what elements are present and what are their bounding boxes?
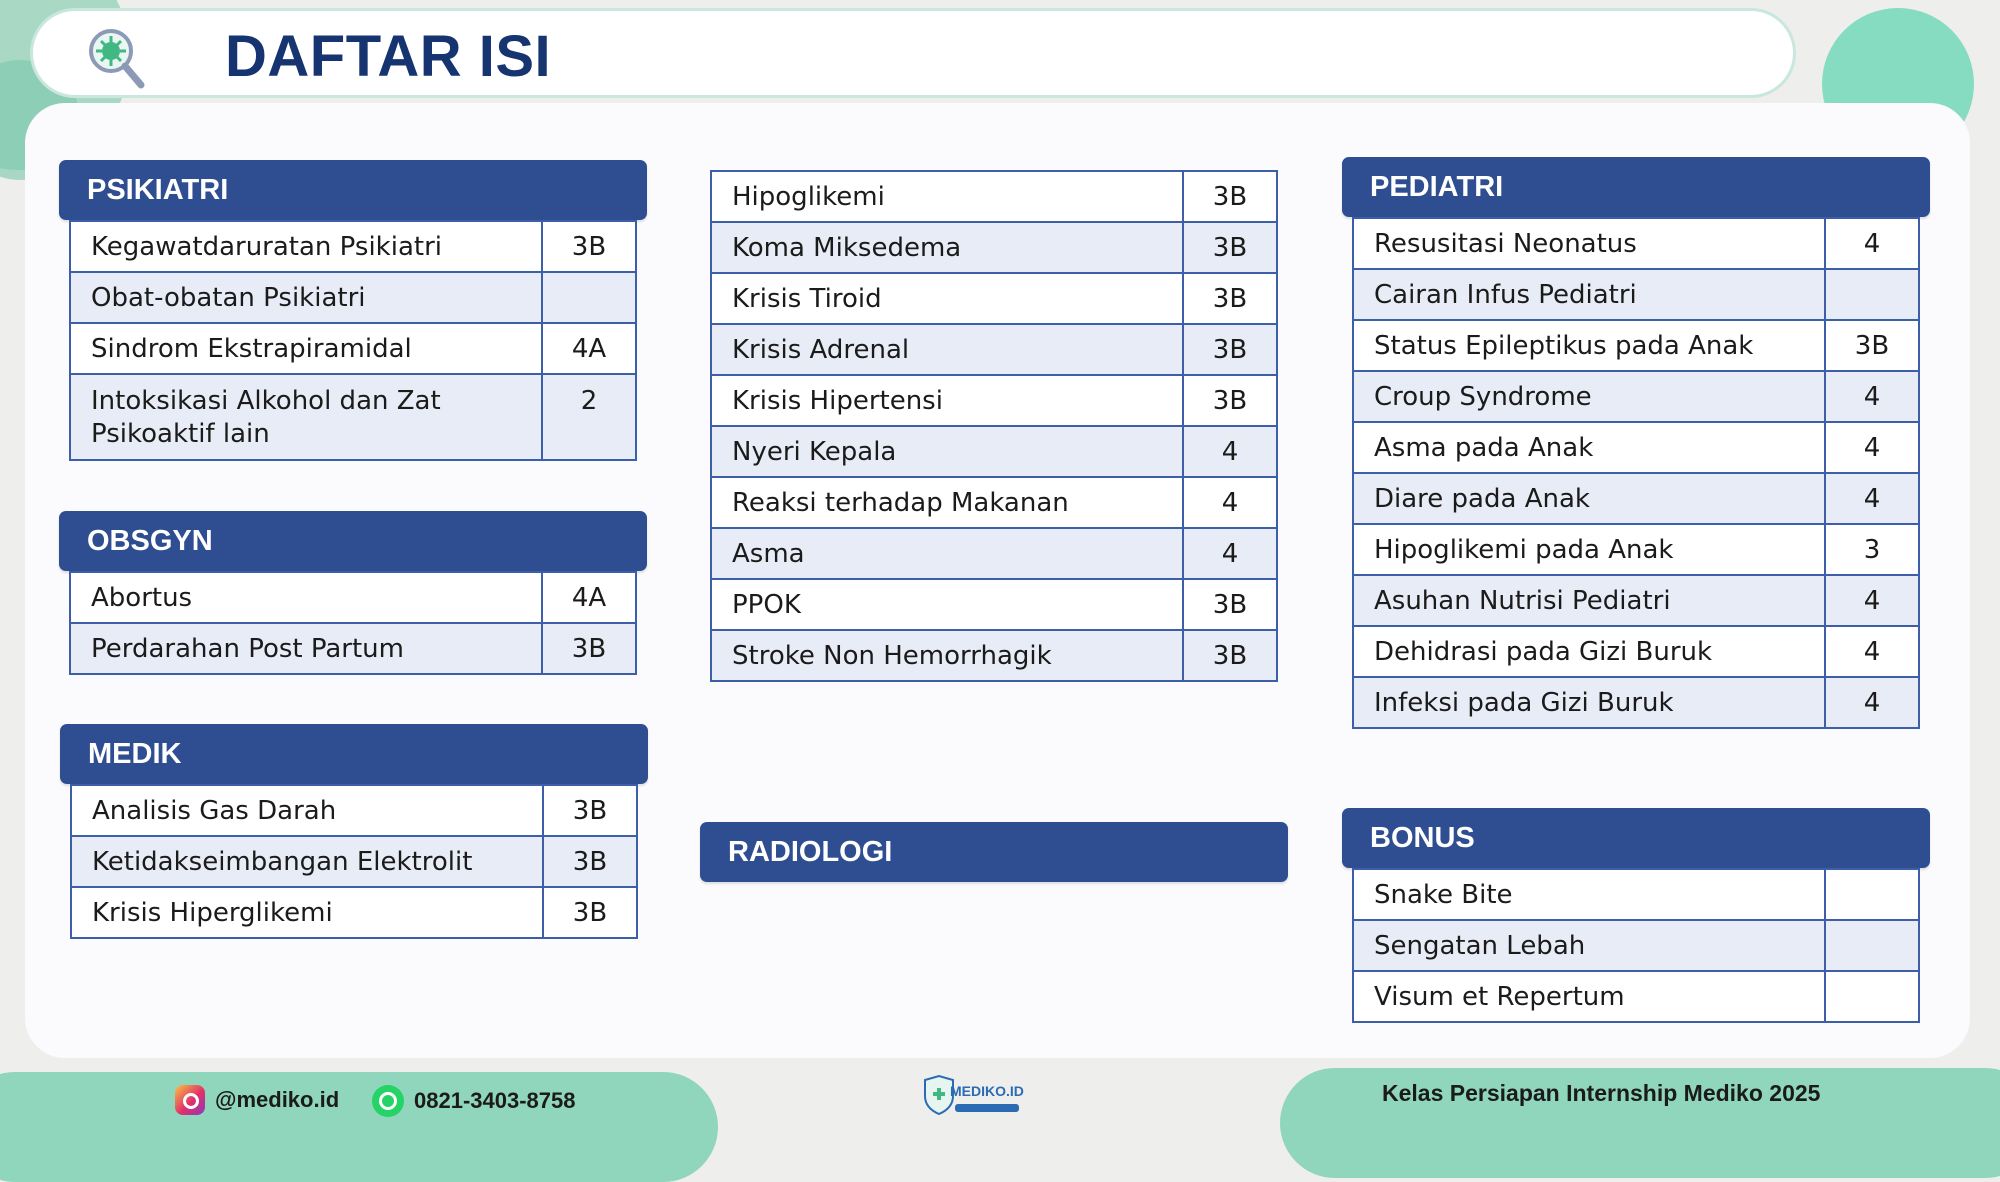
row-level: 4 bbox=[1825, 575, 1919, 626]
row-name: Sindrom Ekstrapiramidal bbox=[70, 323, 542, 374]
row-name: Status Epileptikus pada Anak bbox=[1353, 320, 1825, 371]
row-name: Asma bbox=[711, 528, 1183, 579]
section-header-pediatri: PEDIATRI bbox=[1342, 157, 1930, 217]
row-level: 4 bbox=[1183, 477, 1277, 528]
row-name: Diare pada Anak bbox=[1353, 473, 1825, 524]
row-level: 3B bbox=[1183, 171, 1277, 222]
row-level: 4 bbox=[1825, 422, 1919, 473]
row-level: 3B bbox=[542, 623, 636, 674]
row-level: 4A bbox=[542, 572, 636, 623]
row-name: Stroke Non Hemorrhagik bbox=[711, 630, 1183, 681]
row-level bbox=[1825, 920, 1919, 971]
row-name: Asuhan Nutrisi Pediatri bbox=[1353, 575, 1825, 626]
table-obsgyn bbox=[69, 571, 637, 675]
row-level bbox=[542, 272, 636, 323]
table-row[interactable] bbox=[1353, 371, 1919, 422]
table-row[interactable] bbox=[70, 623, 636, 674]
row-level: 4 bbox=[1825, 371, 1919, 422]
row-level: 4 bbox=[1825, 677, 1919, 728]
row-level: 3B bbox=[543, 785, 637, 836]
magnifier-virus-icon bbox=[81, 23, 151, 93]
row-name: Perdarahan Post Partum bbox=[70, 623, 542, 674]
row-name: Abortus bbox=[70, 572, 542, 623]
row-level: 3B bbox=[1183, 273, 1277, 324]
table-row[interactable] bbox=[70, 572, 636, 623]
table-row[interactable] bbox=[1353, 971, 1919, 1022]
table-row[interactable] bbox=[1353, 473, 1919, 524]
row-level: 4 bbox=[1183, 426, 1277, 477]
table-row[interactable] bbox=[70, 272, 636, 323]
section-header-radiologi[interactable]: RADIOLOGI bbox=[700, 822, 1288, 882]
row-name: Resusitasi Neonatus bbox=[1353, 218, 1825, 269]
table-row[interactable] bbox=[1353, 524, 1919, 575]
section-radiologi bbox=[700, 822, 1288, 882]
row-level: 2 bbox=[542, 374, 636, 460]
row-name: Snake Bite bbox=[1353, 869, 1825, 920]
row-level: 3B bbox=[1183, 324, 1277, 375]
section-medik-continued bbox=[700, 170, 1288, 682]
row-name: Koma Miksedema bbox=[711, 222, 1183, 273]
table-psikiatri bbox=[69, 220, 637, 461]
table-bonus bbox=[1352, 868, 1920, 1023]
row-level: 4 bbox=[1825, 473, 1919, 524]
row-level bbox=[1825, 869, 1919, 920]
instagram-icon bbox=[175, 1085, 205, 1115]
table-row[interactable] bbox=[70, 221, 636, 272]
section-psikiatri bbox=[59, 160, 647, 461]
row-name: Kegawatdaruratan Psikiatri bbox=[70, 221, 542, 272]
row-level: 4A bbox=[542, 323, 636, 374]
instagram-text: @mediko.id bbox=[215, 1087, 340, 1112]
table-row[interactable] bbox=[70, 374, 636, 460]
table-row[interactable] bbox=[71, 836, 637, 887]
section-medik bbox=[60, 724, 648, 939]
section-header-psikiatri: PSIKIATRI bbox=[59, 160, 647, 220]
table-row[interactable] bbox=[711, 477, 1277, 528]
section-header-bonus: BONUS bbox=[1342, 808, 1930, 868]
row-name: Asma pada Anak bbox=[1353, 422, 1825, 473]
table-row[interactable] bbox=[70, 323, 636, 374]
table-row[interactable] bbox=[1353, 269, 1919, 320]
row-name: Cairan Infus Pediatri bbox=[1353, 269, 1825, 320]
table-row[interactable] bbox=[1353, 218, 1919, 269]
row-name: Sengatan Lebah bbox=[1353, 920, 1825, 971]
table-medik-continued bbox=[710, 170, 1278, 682]
table-row[interactable] bbox=[71, 785, 637, 836]
table-row[interactable] bbox=[71, 887, 637, 938]
row-level: 3 bbox=[1825, 524, 1919, 575]
row-level: 3B bbox=[1183, 630, 1277, 681]
whatsapp-icon bbox=[372, 1085, 404, 1117]
section-header-obsgyn: OBSGYN bbox=[59, 511, 647, 571]
row-name: Croup Syndrome bbox=[1353, 371, 1825, 422]
row-name: Visum et Repertum bbox=[1353, 971, 1825, 1022]
row-level: 3B bbox=[1183, 222, 1277, 273]
section-header-medik: MEDIK bbox=[60, 724, 648, 784]
row-name: Infeksi pada Gizi Buruk bbox=[1353, 677, 1825, 728]
table-row[interactable] bbox=[711, 273, 1277, 324]
row-level bbox=[1825, 269, 1919, 320]
row-name: Analisis Gas Darah bbox=[71, 785, 543, 836]
row-name: Nyeri Kepala bbox=[711, 426, 1183, 477]
table-row[interactable] bbox=[1353, 920, 1919, 971]
table-row[interactable] bbox=[711, 171, 1277, 222]
section-bonus bbox=[1342, 808, 1930, 1023]
section-obsgyn bbox=[59, 511, 647, 675]
table-row[interactable] bbox=[711, 222, 1277, 273]
row-level: 3B bbox=[1825, 320, 1919, 371]
row-name: Reaksi terhadap Makanan bbox=[711, 477, 1183, 528]
table-medik bbox=[70, 784, 638, 939]
row-name: Krisis Hipertensi bbox=[711, 375, 1183, 426]
section-pediatri bbox=[1342, 157, 1930, 729]
row-level: 3B bbox=[543, 887, 637, 938]
row-level bbox=[1825, 971, 1919, 1022]
row-level: 4 bbox=[1183, 528, 1277, 579]
table-row[interactable] bbox=[711, 579, 1277, 630]
row-name: Hipoglikemi pada Anak bbox=[1353, 524, 1825, 575]
table-row[interactable] bbox=[1353, 677, 1919, 728]
table-row[interactable] bbox=[711, 528, 1277, 579]
footer-left-band bbox=[0, 1072, 718, 1182]
row-name: Dehidrasi pada Gizi Buruk bbox=[1353, 626, 1825, 677]
row-level: 3B bbox=[1183, 375, 1277, 426]
instagram-handle[interactable] bbox=[175, 1085, 339, 1115]
table-row[interactable] bbox=[711, 426, 1277, 477]
table-row[interactable] bbox=[1353, 320, 1919, 371]
row-level: 3B bbox=[543, 836, 637, 887]
row-level: 4 bbox=[1825, 218, 1919, 269]
table-row[interactable] bbox=[1353, 626, 1919, 677]
table-row[interactable] bbox=[711, 630, 1277, 681]
row-name: Krisis Hiperglikemi bbox=[71, 887, 543, 938]
row-name: Krisis Tiroid bbox=[711, 273, 1183, 324]
header-bar bbox=[30, 8, 1796, 98]
footer-tagline: Kelas Persiapan Internship Mediko 2025 bbox=[1382, 1080, 1821, 1106]
row-level: 3B bbox=[542, 221, 636, 272]
table-row[interactable] bbox=[1353, 422, 1919, 473]
table-row[interactable] bbox=[711, 324, 1277, 375]
row-name: Krisis Adrenal bbox=[711, 324, 1183, 375]
page-title: DAFTAR ISI bbox=[225, 24, 552, 89]
row-name: Intoksikasi Alkohol dan Zat Psikoaktif lain bbox=[70, 374, 542, 460]
brand-name: MEDIKO.ID bbox=[950, 1083, 1024, 1099]
whatsapp-number[interactable] bbox=[372, 1085, 575, 1117]
table-row[interactable] bbox=[1353, 869, 1919, 920]
row-level: 3B bbox=[1183, 579, 1277, 630]
table-pediatri bbox=[1352, 217, 1920, 729]
row-name: PPOK bbox=[711, 579, 1183, 630]
row-name: Hipoglikemi bbox=[711, 171, 1183, 222]
row-level: 4 bbox=[1825, 626, 1919, 677]
row-name: Ketidakseimbangan Elektrolit bbox=[71, 836, 543, 887]
table-row[interactable] bbox=[1353, 575, 1919, 626]
table-row[interactable] bbox=[711, 375, 1277, 426]
whatsapp-text: 0821-3403-8758 bbox=[414, 1088, 576, 1113]
row-name: Obat-obatan Psikiatri bbox=[70, 272, 542, 323]
